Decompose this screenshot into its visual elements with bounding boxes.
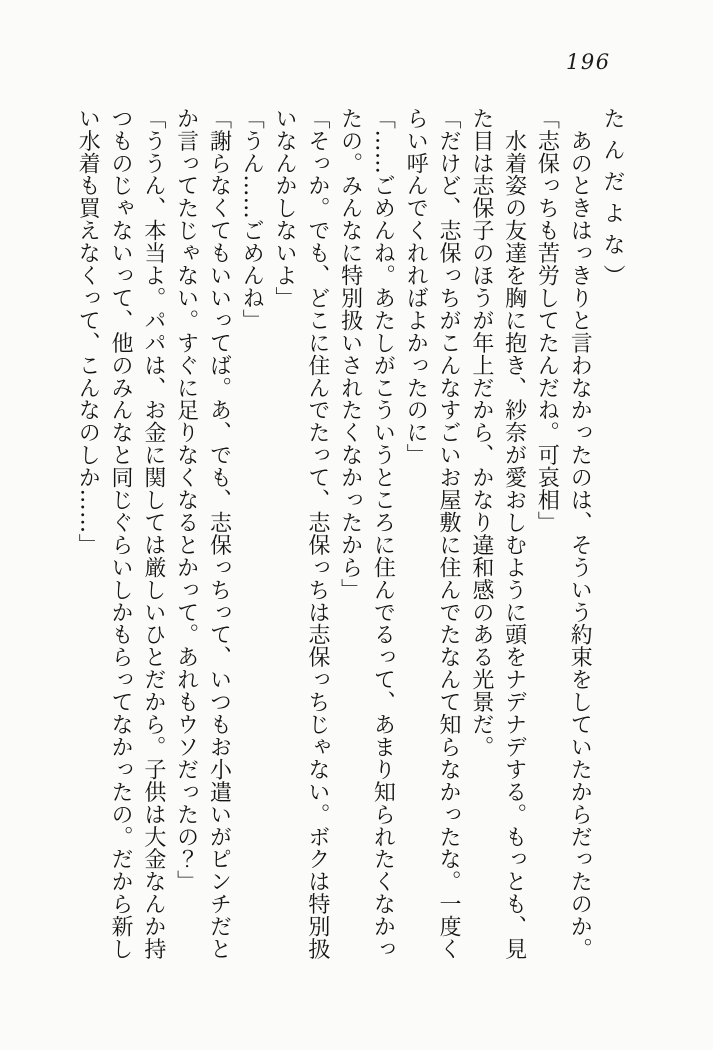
page-number: 196 bbox=[566, 50, 611, 74]
text-line: いなんかしないよ」 bbox=[272, 107, 298, 310]
text-line: 「うん……ごめんね」 bbox=[239, 107, 265, 332]
text-line: 「だけど、志保っちがこんなすごいお屋敷に住んでたなんて知らなかったな。一度く bbox=[436, 107, 462, 961]
text-line: 「志保っちも苦労してたんだね。可哀相」 bbox=[534, 107, 560, 534]
text-line: らい呼んでくれればよかったのに」 bbox=[403, 107, 429, 467]
text-line: 「ううん、本当よ。パパは、お金に関しては厳しいひとだから。子供は大金なんか持 bbox=[140, 107, 166, 961]
text-line: か言ってたじゃない。すぐに足りなくなるとかって。あれもウソだったの？」 bbox=[173, 107, 199, 893]
text-line: い水着も買えなくって、こんなのしか……」 bbox=[75, 107, 101, 556]
text-line: 「……ごめんね。あたしがこういうところに住んでるって、あまり知られたくなかっ bbox=[370, 107, 396, 961]
text-line: 「謝らなくてもいいってば。あ、でも、志保っちって、いつもお小遣いがピンチだと bbox=[206, 107, 232, 961]
text-line: た目は志保子のほうが年上だから、かなり違和感のある光景だ。 bbox=[468, 107, 494, 759]
text-line: つものじゃないって、他のみんなと同じぐらいしかもらってなかったの。だから新し bbox=[108, 107, 134, 961]
text-line: 「そっか。でも、どこに住んでたって、志保っちは志保っちじゃない。ボクは特別扱 bbox=[304, 107, 330, 961]
text-line: あのときはっきりと言わなかったのは、そういう約束をしていたからだったのか。 bbox=[567, 107, 593, 961]
text-line: たんだよな） bbox=[600, 107, 625, 296]
text-line: たの。みんなに特別扱いされたくなかったから」 bbox=[337, 107, 363, 601]
vertical-text-block bbox=[70, 107, 628, 967]
text-line: 水着姿の友達を胸に抱き、紗奈が愛おしむように頭をナデナデする。もっとも、見 bbox=[501, 107, 527, 961]
